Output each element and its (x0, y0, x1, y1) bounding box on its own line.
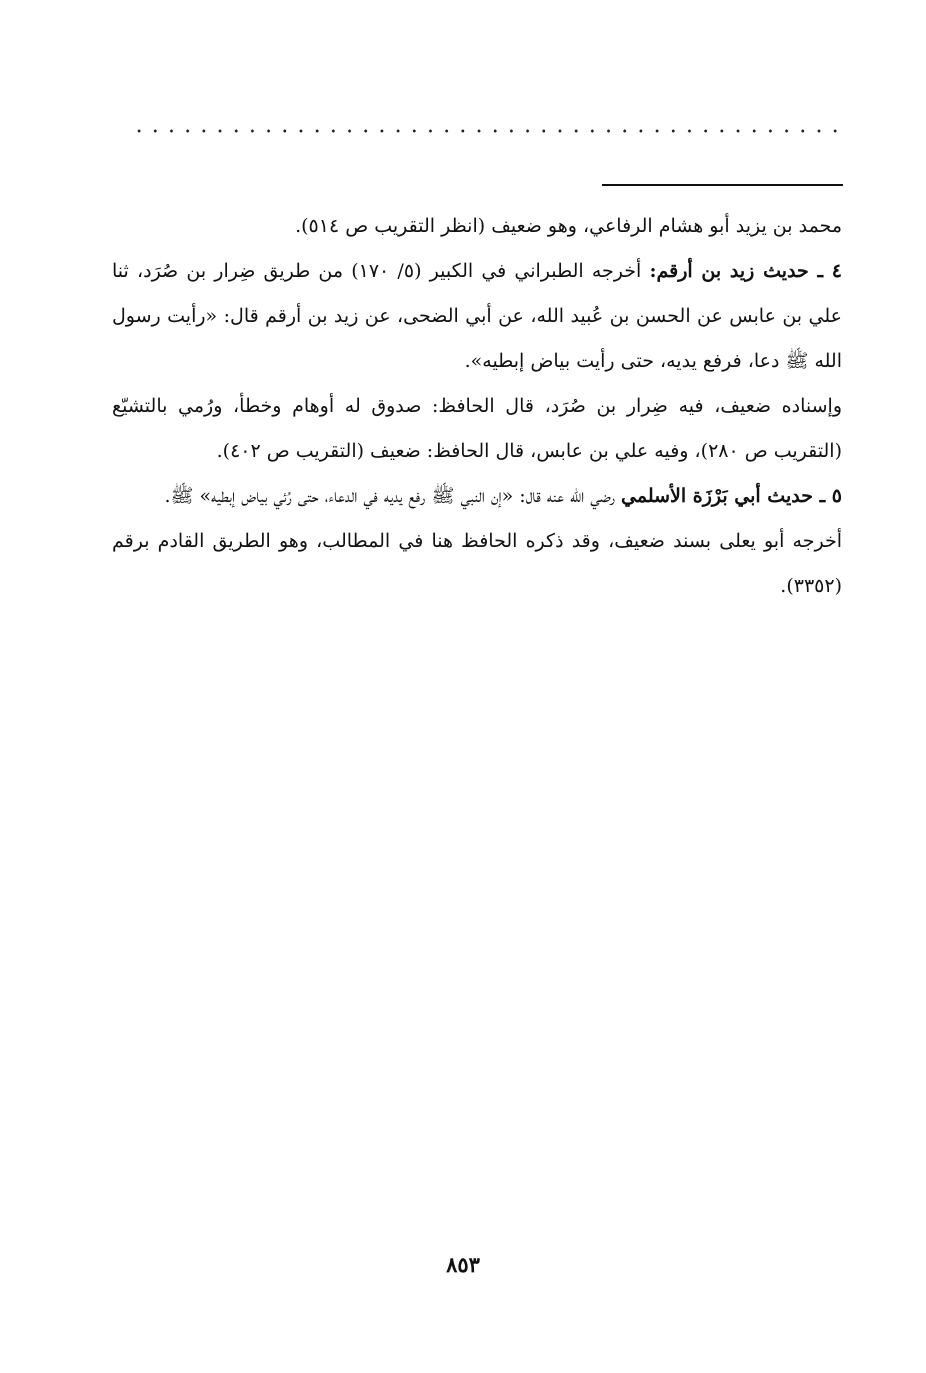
hadith-5-heading: ٥ ـ حديث أبي بَرْزَة الأسلمي (621, 485, 842, 507)
footnote-line-1: محمد بن يزيد أبو هشام الرفاعي، وهو ضعيف (انظر التقريب ص ٥١٤). (295, 215, 842, 237)
takhrij-note: أخرجه أبو يعلى بسند ضعيف، وقد ذكره الحافظ هنا في المطالب، وهو الطريق القادم برقم (٣٣٥٢). (112, 530, 842, 597)
hadith-4-heading: ٤ ـ حديث زيد بن أرقم: (649, 260, 843, 282)
hadith-5-text: رضي الله عنه قال: «إن النبي ﷺ رفع يديه في الدعاء، حتى رُئي بياض إبطيه» ﷺ. (164, 485, 615, 507)
hadith-4-text: أخرجه الطبراني في الكبير (٥/ ١٧٠) من طريق ضِرار بن صُرَد، ثنا علي بن عابس عن الحسن بن عُبيد الله، عن أبي الضحى، عن زيد بن أرقم قال: «رأيت رسول الله ﷺ دعا، فرفع يديه، حتى رأيت بياض إبطيه». (112, 260, 842, 372)
footnote-body (112, 204, 842, 609)
hadith-4-paragraph (112, 249, 842, 384)
hadith-5-paragraph (112, 474, 842, 519)
isnad-note: وإسناده ضعيف، فيه ضِرار بن صُرَد، قال الحافظ: صدوق له أوهام وخطأ، ورُمي بالتشيّع (التقريب ص ٢٨٠)، وفيه علي بن عابس، قال الحافظ: ضعيف (التقريب ص ٤٠٢). (112, 395, 842, 462)
dotted-separator (131, 128, 843, 134)
footnote-rule (602, 184, 843, 186)
page-number: ٨٥٣ (446, 1252, 480, 1277)
